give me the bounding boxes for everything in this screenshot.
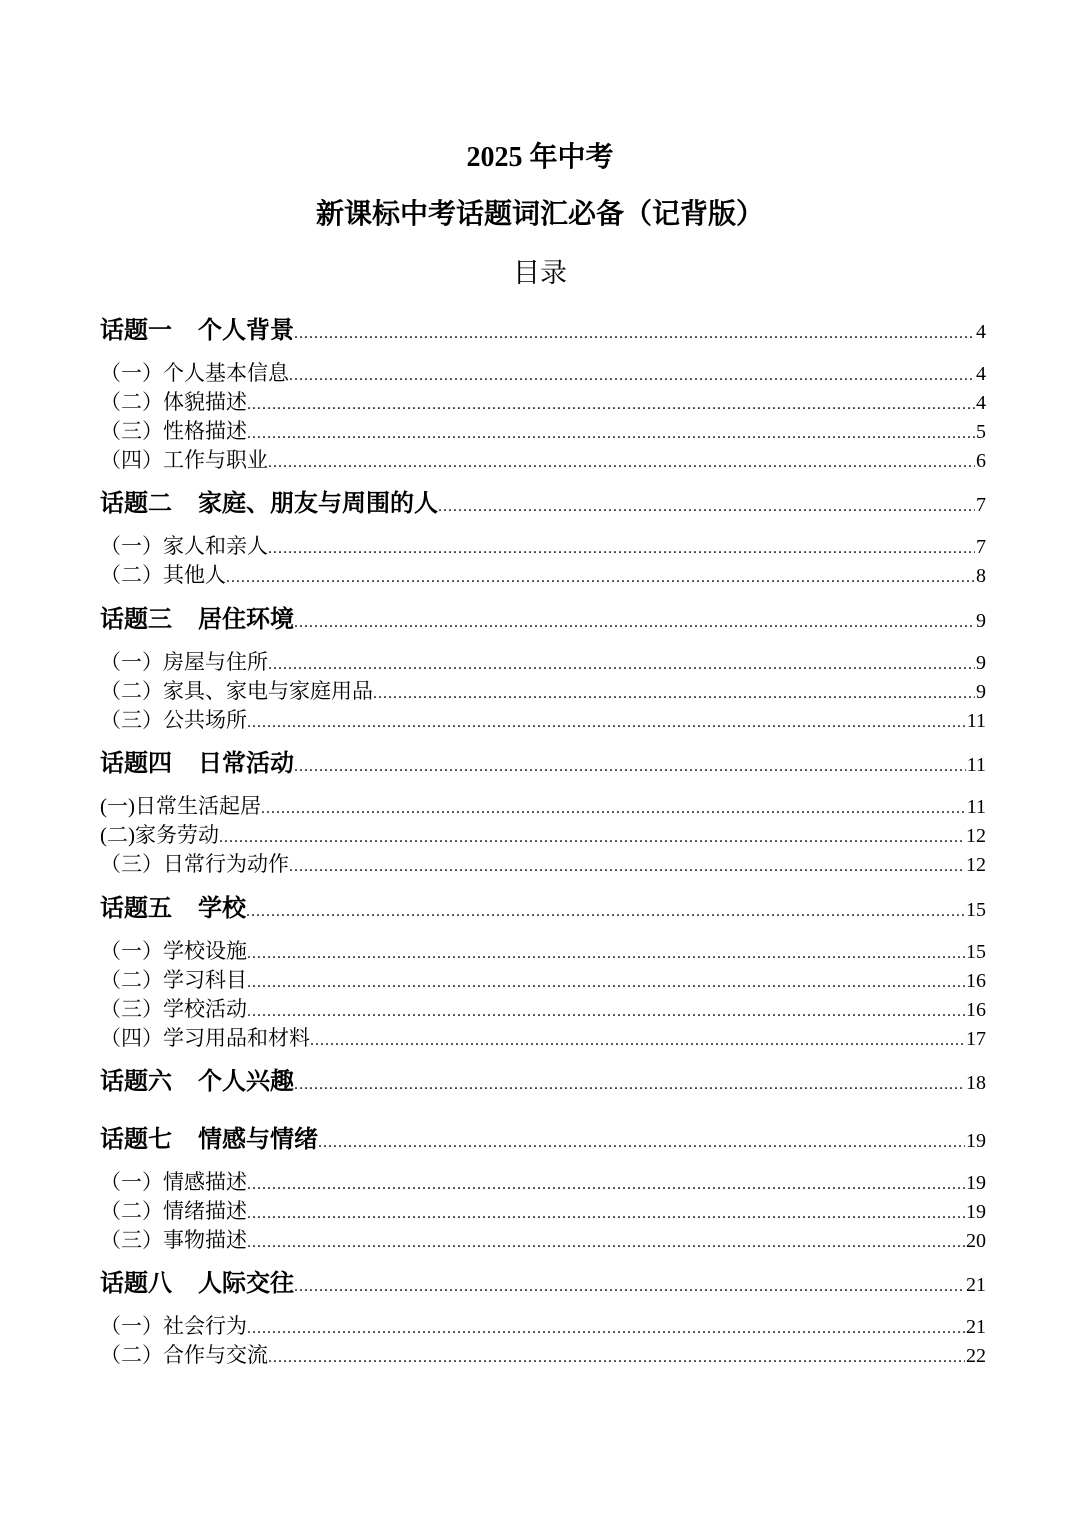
page-number: 5 bbox=[976, 420, 986, 443]
dot-leader bbox=[294, 306, 975, 359]
dot-leader bbox=[247, 1199, 965, 1226]
toc-section-row bbox=[100, 706, 986, 735]
section-title: （一）家人和亲人 bbox=[100, 534, 268, 558]
toc-section-row bbox=[100, 648, 986, 677]
section-title: （三）学校活动 bbox=[100, 996, 247, 1021]
dot-leader bbox=[318, 1115, 965, 1168]
section-title: （二）合作与交流 bbox=[100, 1343, 268, 1367]
section-title: （三）性格描述 bbox=[100, 418, 247, 443]
toc-heading: 目录 bbox=[513, 258, 567, 288]
document-title: 2025 年中考 bbox=[466, 142, 614, 173]
dot-leader bbox=[289, 852, 965, 879]
page-number: 16 bbox=[966, 998, 986, 1021]
toc-section-row bbox=[100, 1226, 986, 1255]
page-number: 11 bbox=[966, 709, 986, 732]
toc-topic-row bbox=[100, 590, 986, 648]
page-number: 17 bbox=[966, 1027, 986, 1050]
toc-section-row bbox=[100, 850, 986, 879]
page-number: 19 bbox=[966, 1200, 986, 1223]
dot-leader bbox=[294, 1259, 965, 1312]
dot-leader bbox=[268, 1343, 965, 1370]
toc-section-row bbox=[100, 388, 986, 417]
dot-leader bbox=[247, 390, 975, 417]
dot-leader bbox=[247, 708, 966, 735]
section-title: （三）日常行为动作 bbox=[100, 852, 289, 876]
section-title: （四）学习用品和材料 bbox=[100, 1025, 310, 1050]
topic-number: 话题四 bbox=[100, 751, 172, 777]
toc-topic-row bbox=[100, 879, 986, 937]
toc-section-row bbox=[100, 417, 986, 446]
page-number: 19 bbox=[966, 1171, 986, 1194]
topic-title: 日常活动 bbox=[198, 751, 294, 777]
page-number: 7 bbox=[976, 536, 986, 558]
dot-leader bbox=[268, 534, 975, 561]
dot-leader bbox=[246, 884, 965, 937]
toc-section-row bbox=[100, 1197, 986, 1226]
topic-number: 话题三 bbox=[100, 606, 172, 633]
page-number: 9 bbox=[976, 651, 986, 674]
dot-leader bbox=[226, 563, 975, 590]
section-title: （一）情感描述 bbox=[100, 1169, 247, 1194]
topic-title: 情感与情绪 bbox=[198, 1126, 318, 1153]
page-number: 15 bbox=[966, 898, 986, 921]
topic-number: 话题七 bbox=[100, 1126, 172, 1153]
topic-title: 人际交往 bbox=[198, 1271, 294, 1297]
toc-section-row bbox=[100, 1168, 986, 1197]
page-number: 16 bbox=[966, 969, 986, 992]
section-title: （二）其他人 bbox=[100, 563, 226, 587]
toc-section-row bbox=[100, 359, 986, 388]
page-number: 21 bbox=[966, 1316, 986, 1338]
dot-leader bbox=[268, 650, 975, 677]
section-title: （四）工作与职业 bbox=[100, 447, 268, 472]
dot-leader bbox=[219, 823, 965, 850]
section-title: （三）事物描述 bbox=[100, 1227, 247, 1252]
dot-leader bbox=[373, 679, 975, 706]
page-number: 11 bbox=[966, 754, 986, 776]
page-number: 9 bbox=[976, 680, 986, 703]
section-title: （一）社会行为 bbox=[100, 1314, 247, 1338]
section-title: （三）公共场所 bbox=[100, 707, 247, 732]
topic-title: 学校 bbox=[198, 895, 246, 922]
toc-section-row bbox=[100, 561, 986, 590]
page-number: 9 bbox=[976, 609, 986, 632]
dot-leader bbox=[294, 739, 966, 792]
section-title: (一)日常生活起居 bbox=[100, 794, 261, 818]
dot-leader bbox=[268, 448, 975, 475]
toc-section-row bbox=[100, 532, 986, 561]
dot-leader bbox=[247, 419, 975, 446]
toc-topic-row bbox=[100, 1255, 986, 1313]
topic-number: 话题八 bbox=[100, 1271, 172, 1297]
page-number: 12 bbox=[966, 854, 986, 876]
toc-section-row bbox=[100, 1024, 986, 1053]
topic-title: 居住环境 bbox=[198, 606, 294, 633]
toc-section-row bbox=[100, 446, 986, 475]
dot-leader bbox=[247, 1170, 965, 1197]
topic-number: 话题五 bbox=[100, 895, 172, 922]
toc-topic-row bbox=[100, 1053, 986, 1111]
toc-section-row bbox=[100, 1341, 986, 1370]
page-number: 4 bbox=[976, 391, 986, 414]
dot-leader bbox=[247, 1314, 965, 1341]
toc-section-row bbox=[100, 937, 986, 966]
section-title: （一）学校设施 bbox=[100, 938, 247, 963]
page-number: 15 bbox=[966, 940, 986, 963]
section-title: （一）个人基本信息 bbox=[100, 360, 289, 385]
toc-topic-row bbox=[100, 475, 986, 533]
page-number: 7 bbox=[976, 494, 986, 516]
section-title: （一）房屋与住所 bbox=[100, 649, 268, 674]
page-number: 22 bbox=[966, 1345, 986, 1367]
toc-section-row bbox=[100, 792, 986, 821]
dot-leader bbox=[438, 479, 975, 532]
dot-leader bbox=[247, 939, 965, 966]
page-number: 12 bbox=[966, 825, 986, 847]
table-of-contents bbox=[100, 301, 986, 1370]
page-number: 11 bbox=[966, 796, 986, 818]
dot-leader bbox=[294, 1057, 965, 1110]
topic-number: 话题二 bbox=[100, 491, 172, 517]
dot-leader bbox=[247, 997, 965, 1024]
topic-title: 个人背景 bbox=[198, 317, 294, 344]
document-subtitle: 新课标中考话题词汇必备（记背版） bbox=[315, 199, 764, 230]
toc-topic-row bbox=[100, 735, 986, 793]
toc-topic-row bbox=[100, 301, 986, 359]
topic-title: 个人兴趣 bbox=[198, 1069, 294, 1095]
page-number: 6 bbox=[976, 449, 986, 472]
page-number: 4 bbox=[976, 320, 986, 343]
dot-leader bbox=[310, 1026, 965, 1053]
dot-leader bbox=[289, 361, 975, 388]
section-title: （二）家具、家电与家庭用品 bbox=[100, 678, 373, 703]
dot-leader bbox=[247, 1228, 965, 1255]
toc-section-row bbox=[100, 677, 986, 706]
dot-leader bbox=[247, 968, 965, 995]
section-title: （二）情绪描述 bbox=[100, 1198, 247, 1223]
toc-section-row bbox=[100, 1312, 986, 1341]
toc-section-row bbox=[100, 995, 986, 1024]
dot-leader bbox=[294, 595, 975, 648]
page-number: 20 bbox=[966, 1229, 986, 1252]
page-number: 19 bbox=[966, 1129, 986, 1152]
toc-section-row bbox=[100, 821, 986, 850]
section-title: （二）体貌描述 bbox=[100, 389, 247, 414]
topic-number: 话题一 bbox=[100, 317, 172, 344]
section-title: （二）学习科目 bbox=[100, 967, 247, 992]
page-number: 8 bbox=[976, 565, 986, 587]
page-number: 18 bbox=[966, 1072, 986, 1094]
toc-topic-row bbox=[100, 1110, 986, 1168]
dot-leader bbox=[261, 794, 966, 821]
page-number: 4 bbox=[976, 362, 986, 385]
topic-number: 话题六 bbox=[100, 1069, 172, 1095]
section-title: (二)家务劳动 bbox=[100, 823, 219, 847]
topic-title: 家庭、朋友与周围的人 bbox=[198, 491, 438, 517]
toc-section-row bbox=[100, 966, 986, 995]
page-number: 21 bbox=[966, 1274, 986, 1296]
